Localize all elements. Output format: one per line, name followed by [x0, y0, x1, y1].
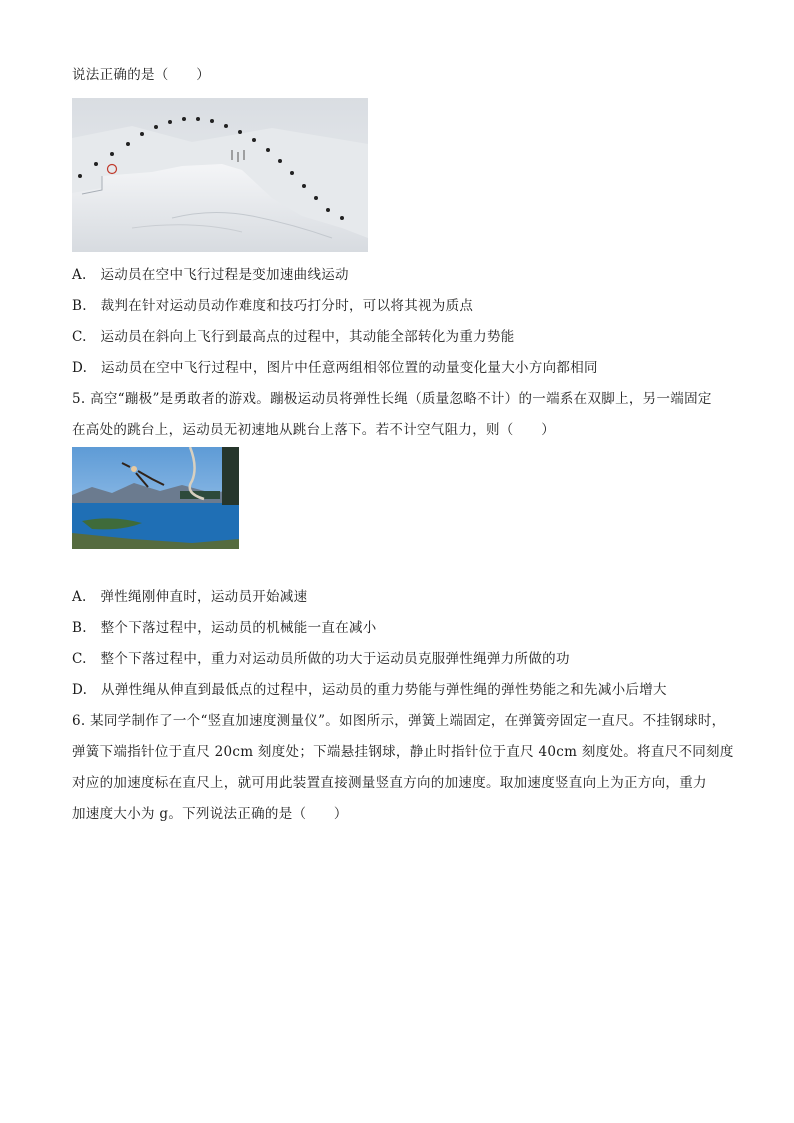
question-6-stem-line-1: 6. 某同学制作了一个“竖直加速度测量仪”。如图所示，弹簧上端固定，在弹簧旁固定一直尺。不挂钢球时，: [72, 713, 726, 729]
question-5-option-b: B. 整个下落过程中，运动员的机械能一直在减小: [72, 620, 377, 636]
question-6-stem-line-4: 加速度大小为 g。下列说法正确的是（ ）: [72, 806, 348, 822]
question-4-stem-tail: 说法正确的是（ ）: [72, 67, 210, 83]
question-5-stem-line-1: 5. 高空“蹦极”是勇敢者的游戏。蹦极运动员将弹性长绳（质量忽略不计）的一端系在双脚上，另一端固定: [72, 391, 712, 407]
question-6-stem-line-3: 对应的加速度标在直尺上，就可用此装置直接测量竖直方向的加速度。取加速度竖直向上为正方向，重力: [72, 775, 707, 791]
question-4-option-b: B. 裁判在针对运动员动作难度和技巧打分时，可以将其视为质点: [72, 298, 474, 314]
question-4-option-d: D. 运动员在空中飞行过程中，图片中任意两组相邻位置的动量变化量大小方向都相同: [72, 360, 598, 376]
question-5-option-c: C. 整个下落过程中，重力对运动员所做的功大于运动员克服弹性绳弹力所做的功: [72, 651, 570, 667]
bungee-photo: [72, 447, 239, 549]
question-4-option-c: C. 运动员在斜向上飞行到最高点的过程中，其动能全部转化为重力势能: [72, 329, 515, 345]
question-6-stem-line-2: 弹簧下端指针位于直尺 20cm 刻度处；下端悬挂钢球，静止时指针位于直尺 40cm 刻度处。将直尺不同刻度: [72, 744, 734, 760]
question-5-stem-line-2: 在高处的跳台上，运动员无初速地从跳台上落下。若不计空气阻力，则（ ）: [72, 422, 555, 438]
ski-jump-photo: [72, 98, 368, 252]
question-5-option-a: A. 弹性绳刚伸直时，运动员开始减速: [72, 589, 308, 605]
question-5-option-d: D. 从弹性绳从伸直到最低点的过程中，运动员的重力势能与弹性绳的弹性势能之和先减小后增大: [72, 682, 667, 698]
question-4-option-a: A. 运动员在空中飞行过程是变加速曲线运动: [72, 267, 349, 283]
